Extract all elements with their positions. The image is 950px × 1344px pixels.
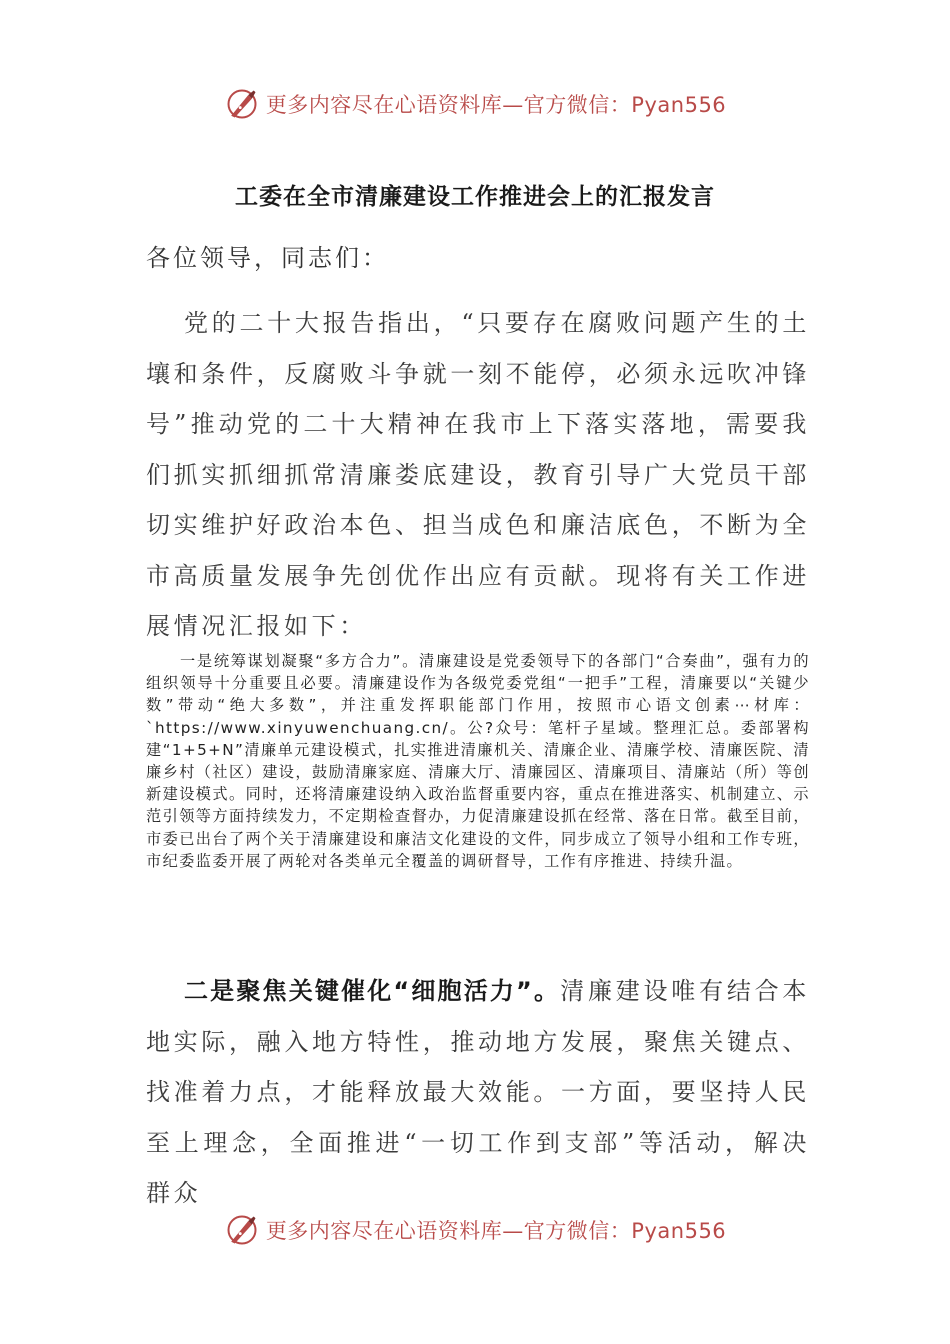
section-two-heading: 二是聚焦关键催化“细胞活力”。 (184, 977, 561, 1005)
section-two-body: 清廉建设唯有结合本地实际，融入地方特性，推动地方发展，聚焦关键点、找准着力点，才能释放最大效能。一方面，要坚持人民至上理念，全面推进“一切工作到支部”等活动，解决群众 (146, 977, 810, 1207)
pen-nib-logo-icon (224, 1212, 260, 1248)
footer-watermark-text: 更多内容尽在心语资料库—官方微信：Pyan556 (265, 1219, 727, 1243)
paragraph-section-two (146, 966, 810, 1219)
footer-watermark-banner (0, 1208, 950, 1252)
paragraph-intro: 党的二十大报告指出，“只要存在腐败问题产生的土壤和条件，反腐败斗争就一刻不能停，必须永远吹冲锋号”推动党的二十大精神在我市上下落实落地，需要我们抓实抓细抓常清廉娄底建设，教育引导广大党员干部切实维护好政治本色、担当成色和廉洁底色，不断为全市高质量发展争先创优作出应有贡献。现将有关工作进展情况汇报如下： (146, 309, 810, 640)
paragraph-section-one: 一是统筹谋划凝聚“多方合力”。清廉建设是党委领导下的各部门“合奏曲”，强有力的组织领导十分重要且必要。清廉建设作为各级党委党组“一把手”工程，清廉要以“关键少数”带动“绝大多数”，并注重发挥职能部门作用，按照市心语文创素⋯材库：`https://www.xinyuwenchuang.cn/。公?众号：笔杆子星域。整理汇总。委部署构建“1+5+N”清廉单元建设模式，扎实推进清廉机关、清廉企业、清廉学校、清廉医院、清廉乡村（社区）建设，鼓励清廉家庭、清廉大厅、清廉园区、清廉项目、清廉站（所）等创新建设模式。同时，还将清廉建设纳入政治监督重要内容，重点在推进落实、机制建立、示范引领等方面持续发力，不定期检查督办，力促清廉建设抓在经常、落在日常。截至目前，市委已出台了两个关于清廉建设和廉洁文化建设的文件，同步成立了领导小组和工作专班，市纪委监委开展了两轮对各类单元全覆盖的调研督导，工作有序推进、持续升温。 (146, 652, 810, 870)
header-watermark-text: 更多内容尽在心语资料库—官方微信：Pyan556 (265, 93, 727, 117)
header-watermark-banner (0, 82, 950, 126)
document-title: 工委在全市清廉建设工作推进会上的汇报发言 (235, 184, 715, 210)
salutation: 各位领导，同志们： (146, 244, 389, 272)
pen-nib-logo-icon (224, 86, 260, 122)
